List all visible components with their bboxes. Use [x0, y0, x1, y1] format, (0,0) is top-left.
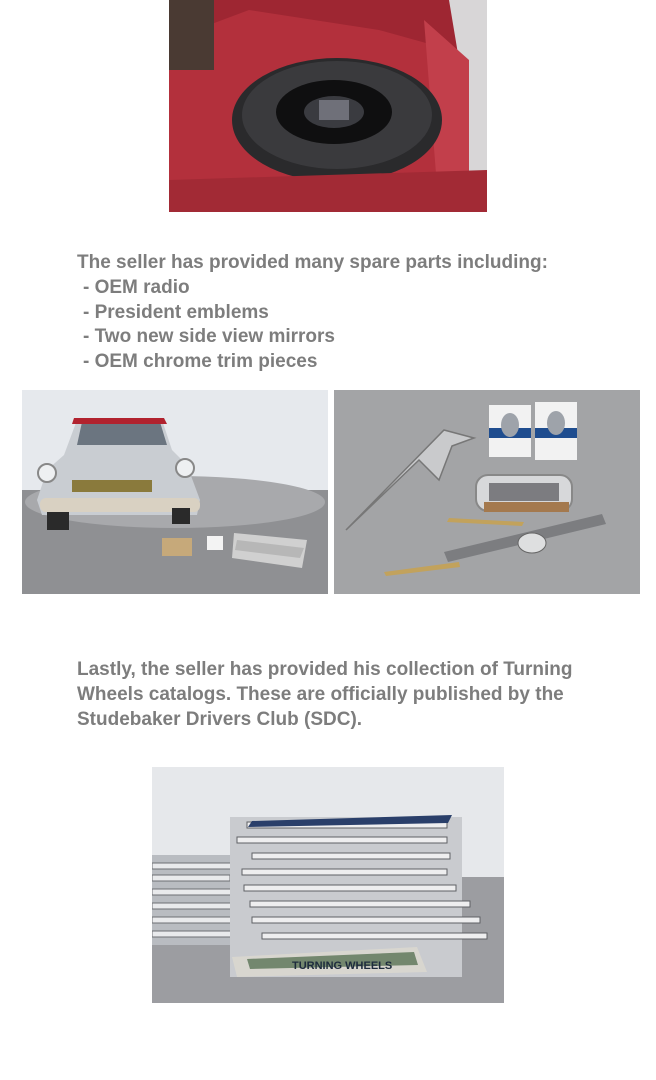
turning-wheels-cover-text: TURNING WHEELS [292, 960, 393, 972]
spare-part-chrome-trim: - OEM chrome trim pieces [83, 351, 318, 373]
spare-parts-intro: The seller has provided many spare parts including: [77, 252, 548, 273]
car-with-spare-parts-photo [22, 390, 328, 594]
catalogs-description [77, 658, 573, 732]
spare-part-oem-radio: - OEM radio [83, 276, 190, 298]
spare-part-president-emblems: - President emblems [83, 301, 269, 323]
spare-parts-description [77, 251, 548, 375]
turning-wheels-catalogs-photo [152, 767, 504, 1003]
spare-parts-closeup-photo [334, 390, 640, 594]
turning-wheels-catalogs-image [152, 767, 504, 1003]
car-with-spare-parts-image [22, 390, 328, 594]
spare-parts-list [77, 276, 548, 375]
spare-part-side-mirrors: - Two new side view mirrors [83, 326, 335, 348]
spare-tire-trunk-photo [169, 0, 487, 212]
catalogs-line-3: Studebaker Drivers Club (SDC). [77, 708, 363, 730]
spare-tire-trunk-image [169, 0, 487, 212]
catalogs-line-1: Lastly, the seller has provided his collection of Turning [77, 659, 573, 680]
spare-parts-closeup-image [334, 390, 640, 594]
catalogs-line-2: Wheels catalogs. These are officially published by the [77, 683, 564, 705]
